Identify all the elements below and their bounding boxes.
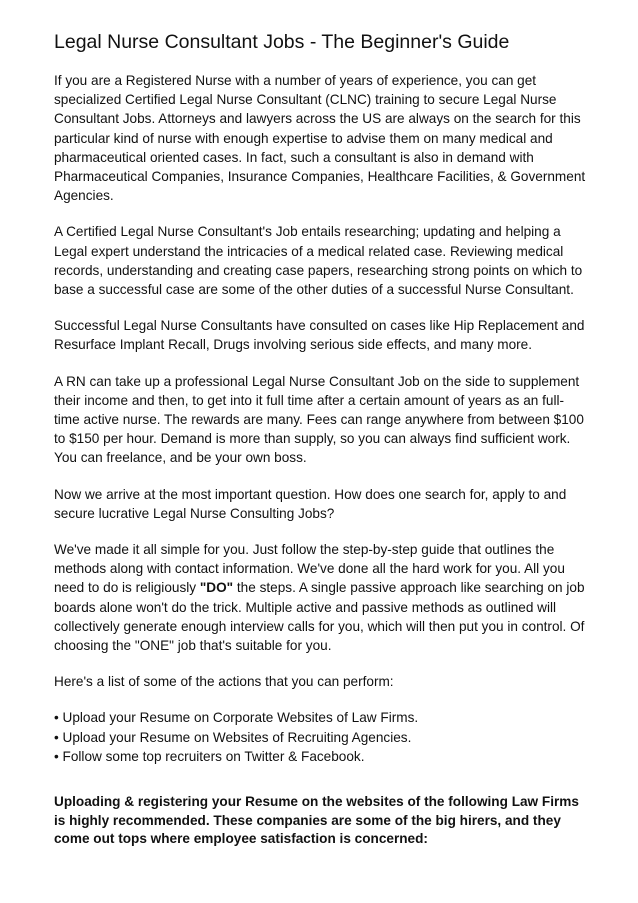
guide-text-start: We've made it all simple for you. Just follow the step-by-step guide that outlines the methods along with contact information. We've done all the hard work for you. All you need to do is religiously — [54, 542, 565, 596]
guide-paragraph — [54, 540, 588, 655]
guide-emphasis: "DO" — [199, 580, 234, 596]
list-item: • Upload your Resume on Websites of Recruiting Agencies. — [54, 729, 412, 745]
intro-paragraph: If you are a Registered Nurse with a number of years of experience, you can get specialized Certified Legal Nurse Consultant (CLNC) training to secure Legal Nurse Consultant Jobs. Attorneys and lawyers across the US are always on the search for this particular kind of nurse with enough expertise to advise them on many medical and pharmaceutical oriented cases. In fact, such a consultant is also in demand with Pharmaceutical Companies, Insurance Companies, Healthcare Facilities, & Government Agencies. — [54, 73, 586, 204]
list-item: • Follow some top recruiters on Twitter & Facebook. — [54, 748, 365, 764]
page-title: Legal Nurse Consultant Jobs - The Beginner's Guide — [54, 31, 510, 53]
question-paragraph: Now we arrive at the most important question. How does one search for, apply to and secure lucrative Legal Nurse Consulting Jobs? — [54, 486, 567, 521]
actions-intro-paragraph: Here's a list of some of the actions that you can perform: — [54, 674, 394, 690]
rewards-paragraph: A RN can take up a professional Legal Nurse Consultant Job on the side to supplement their income and then, to get into it full time after a certain amount of years as an full-time active nurse. The rewards are many. Fees can range anywhere from between $100 to $150 per hour. Demand is more than supply, so you can always find sufficient work. You can freelance, and be your own boss. — [54, 373, 584, 466]
duties-paragraph: A Certified Legal Nurse Consultant's Job entails researching; updating and helping a Legal expert understand the intricacies of a medical related case. Reviewing medical records, understanding and creating case papers, researching strong points on which to base a successful case are some of the other duties of a successful Nurse Consultant. — [54, 224, 583, 298]
law-firms-paragraph: Uploading & registering your Resume on the websites of the following Law Firms is highly recommended. These companies are some of the big hirers, and they come out tops where employee satisfaction is concerned: — [54, 794, 579, 847]
actions-list — [54, 708, 588, 766]
list-item: • Upload your Resume on Corporate Websites of Law Firms. — [54, 710, 419, 726]
guide-text-end: the steps. A single passive approach like searching on job boards alone won't do the trick. Multiple active and passive methods as outlined will collectively generate enough interview calls for you, which will then put you in control. Of choosing the "ONE" job that's suitable for you. — [54, 580, 585, 654]
cases-paragraph: Successful Legal Nurse Consultants have consulted on cases like Hip Replacement and Resurface Implant Recall, Drugs involving serious side effects, and many more. — [54, 318, 585, 353]
